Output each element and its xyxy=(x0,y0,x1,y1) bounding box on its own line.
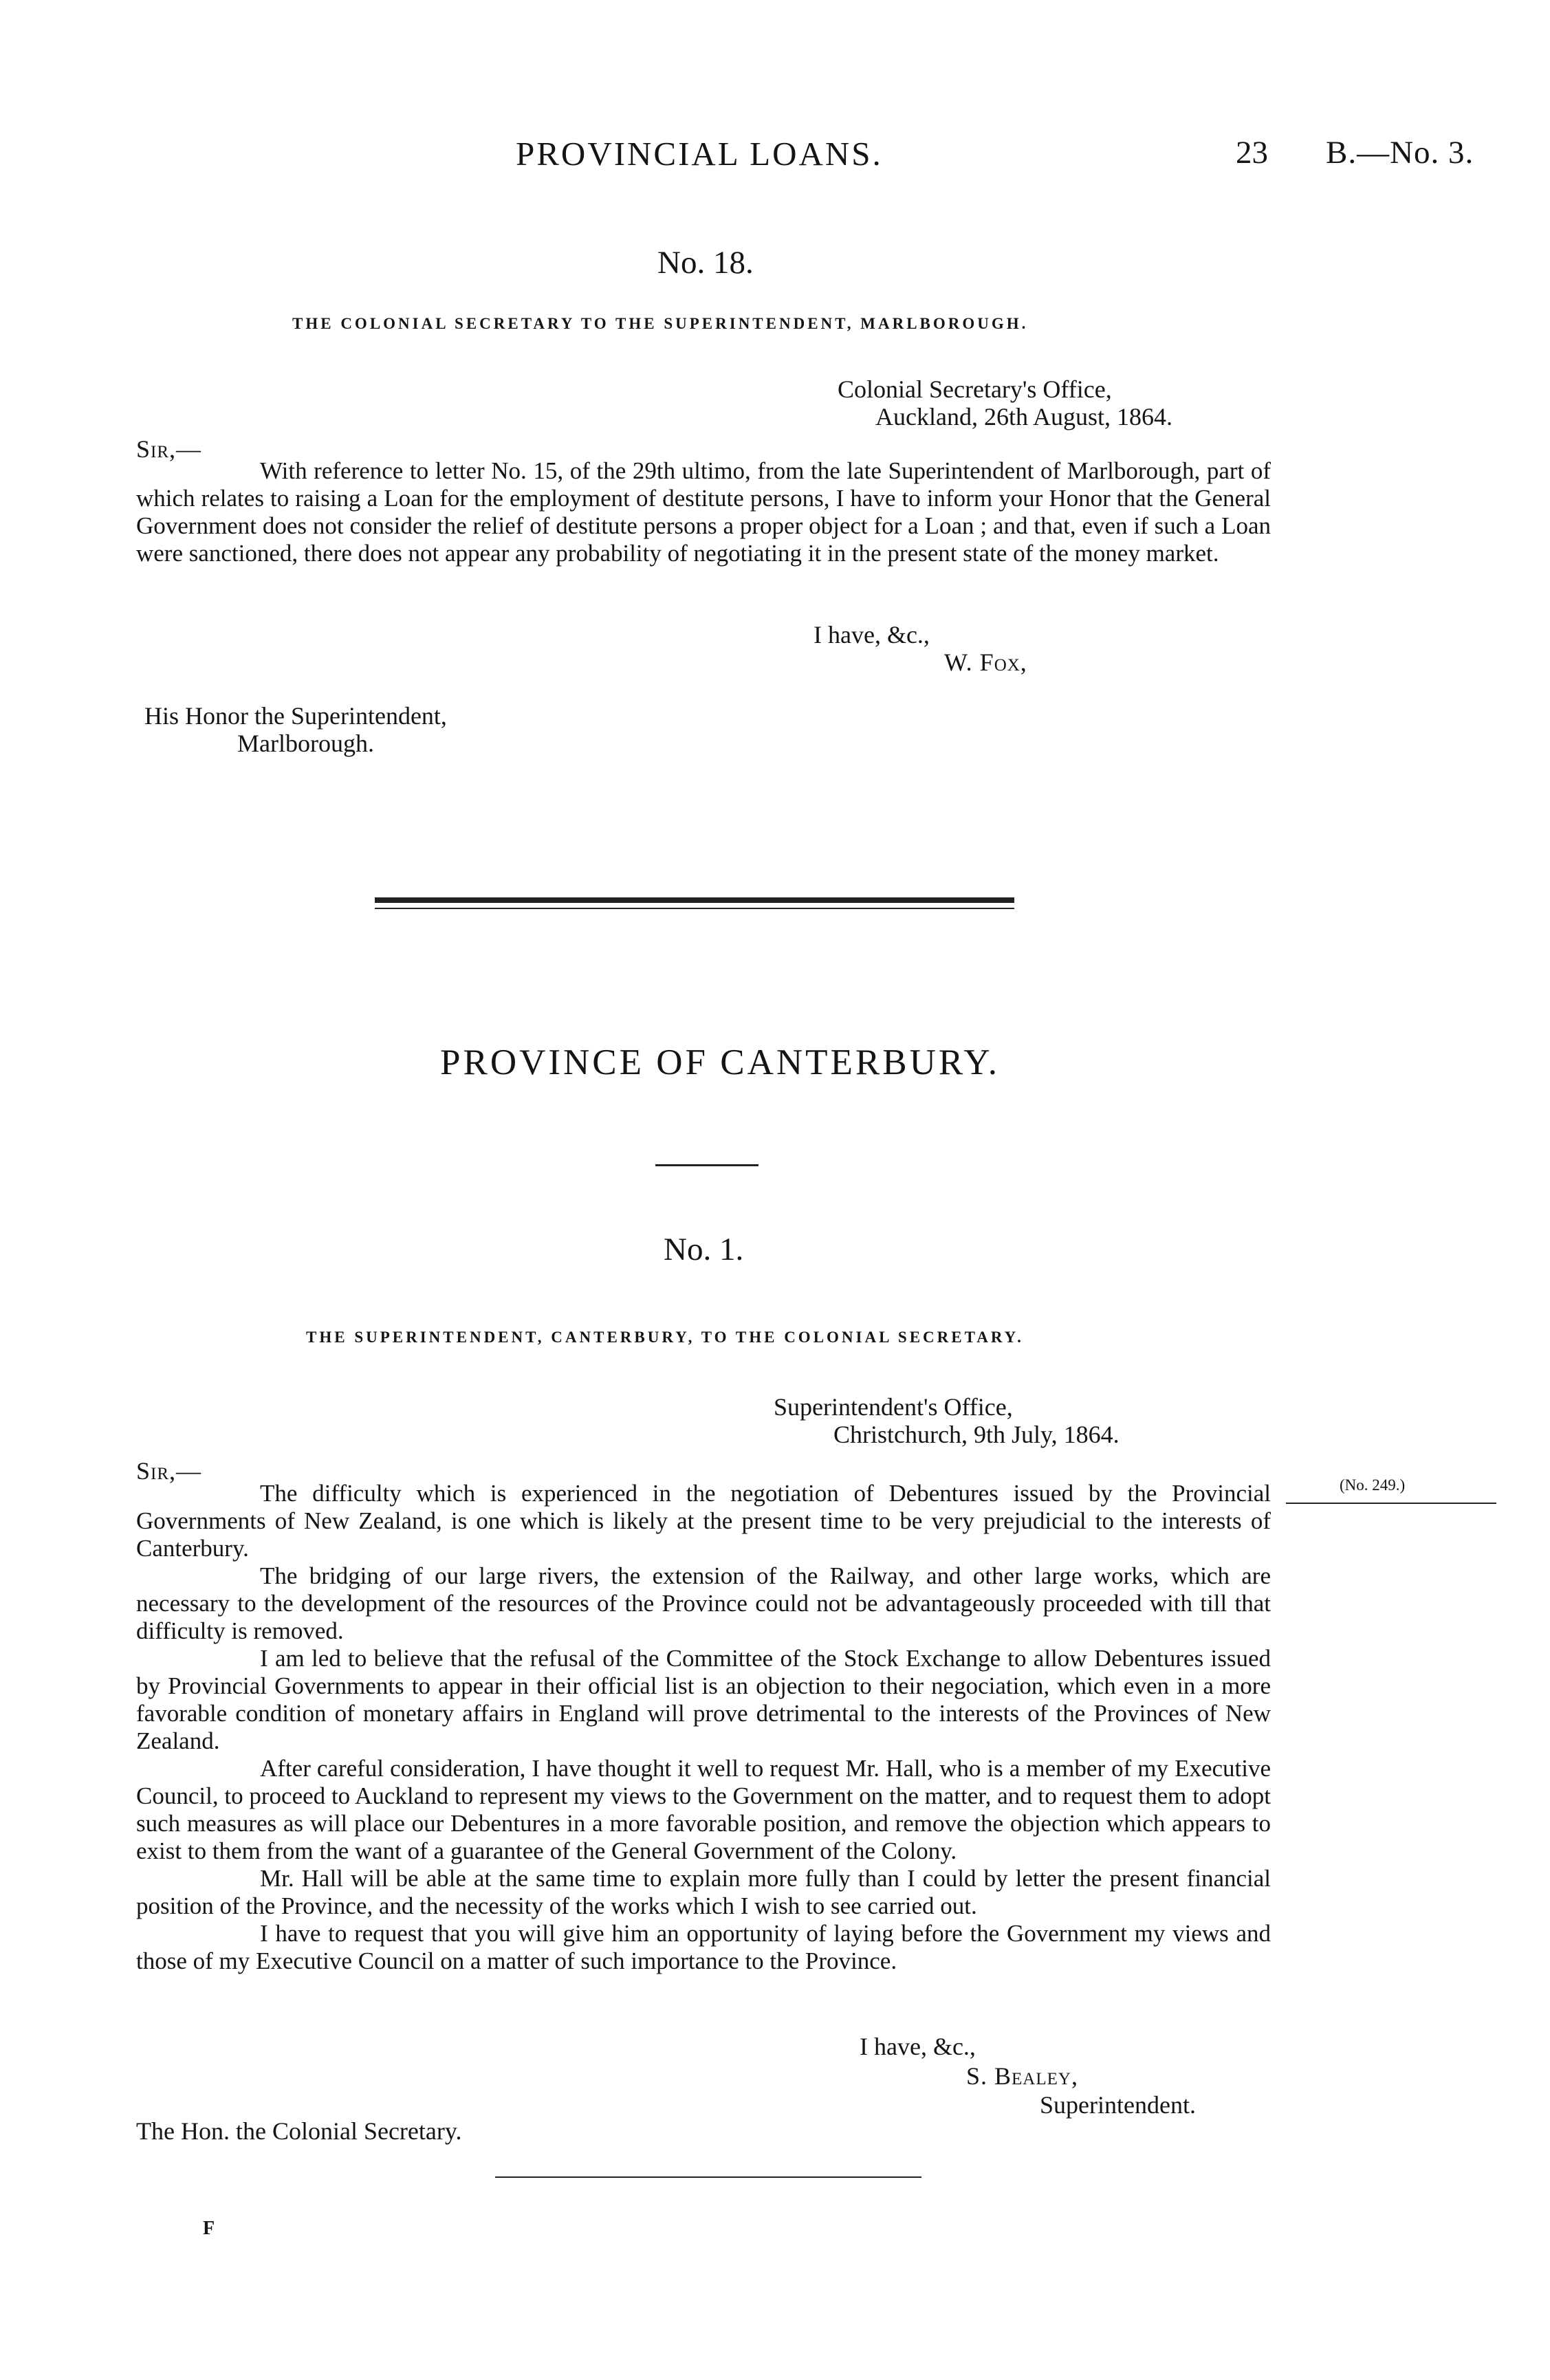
section-reference: B.—No. 3. xyxy=(1326,135,1474,171)
body-paragraph: I have to request that you will give him an opportunity of laying before the Government my views and those of my Executive Council on a matter of such importance to the Province. xyxy=(136,1920,1271,1974)
signatory-title: Superintendent. xyxy=(1040,2091,1196,2119)
section-rule-thin xyxy=(375,908,1014,909)
signature-mark: F xyxy=(203,2218,215,2239)
body-paragraph: Mr. Hall will be able at the same time to explain more fully than I could by letter the present financial position of the Province, and the necessity of the works which I wish to see carried out. xyxy=(136,1865,1271,1919)
body-paragraph: With reference to letter No. 15, of the 29th ultimo, from the late Superintendent of Marlborough, part of which relates to raising a Loan for the employment of destitute persons, I have to inform your Honor that the General Government does not consider the relief of destitute persons a proper object for a Loan ; and that, even if such a Loan were sanctioned, there does not appear any probability of negotiating it in the present state of the money market. xyxy=(136,457,1271,567)
sender-date-line: Auckland, 26th August, 1864. xyxy=(875,403,1172,430)
body-paragraph: The difficulty which is experienced in the negotiation of Debentures issued by the Provincial Governments of New Zealand, is one which is likely at the present time to be very prejudicial to the interests of Canterbury. xyxy=(136,1480,1271,1562)
addressee: The Hon. the Colonial Secretary. xyxy=(136,2117,462,2145)
margin-note-rule xyxy=(1286,1503,1496,1504)
letter-number: No. 18. xyxy=(657,245,754,281)
letter-caption: THE COLONIAL SECRETARY TO THE SUPERINTENDENT, MARLBOROUGH. xyxy=(292,315,1029,332)
sender-address-line: Colonial Secretary's Office, xyxy=(838,375,1112,403)
letter-number: No. 1. xyxy=(664,1232,744,1267)
short-rule xyxy=(655,1164,758,1166)
salutation: Sir,— xyxy=(136,1457,202,1485)
addressee-line: His Honor the Superintendent, xyxy=(144,702,447,730)
section-rule-thick xyxy=(375,897,1014,903)
signature: S. Bealey, xyxy=(966,2062,1078,2090)
closing: I have, &c., xyxy=(860,2033,976,2060)
letter-body xyxy=(136,457,1271,567)
body-paragraph: The bridging of our large rivers, the extension of the Railway, and other large works, which are necessary to the development of the resources of the Province could not be advantageously proceeded with till that difficulty is removed. xyxy=(136,1562,1271,1644)
addressee-place: Marlborough. xyxy=(237,730,374,757)
margin-reference-note: (No. 249.) xyxy=(1340,1476,1406,1494)
body-paragraph: After careful consideration, I have thought it well to request Mr. Hall, who is a member of my Executive Council, to proceed to Auckland to represent my views to the Government on the matter, and to request them to adopt such measures as will place our Debentures in a more favorable position, and remove the objection which appears to exist to them from the want of a guarantee of the General Government of the Colony. xyxy=(136,1755,1271,1864)
body-paragraph: I am led to believe that the refusal of the Committee of the Stock Exchange to allow Debentures issued by Provincial Governments to appear in their official list is an objection to their negociation, which even in a more favorable condition of monetary affairs in England will prove detrimental to the interests of the Provinces of New Zealand. xyxy=(136,1645,1271,1754)
signature: W. Fox, xyxy=(944,648,1027,676)
section-heading: PROVINCE OF CANTERBURY. xyxy=(440,1042,1001,1082)
sender-date-line: Christchurch, 9th July, 1864. xyxy=(833,1421,1120,1448)
closing-rule xyxy=(495,2176,921,2178)
page-number: 23 xyxy=(1236,135,1268,171)
closing: I have, &c., xyxy=(814,621,930,648)
letter-body xyxy=(136,1480,1271,1975)
letter-caption: THE SUPERINTENDENT, CANTERBURY, TO THE COLONIAL SECRETARY. xyxy=(306,1329,1024,1346)
sender-address-line: Superintendent's Office, xyxy=(774,1393,1013,1421)
running-title: PROVINCIAL LOANS. xyxy=(516,135,883,173)
salutation: Sir,— xyxy=(136,435,202,463)
